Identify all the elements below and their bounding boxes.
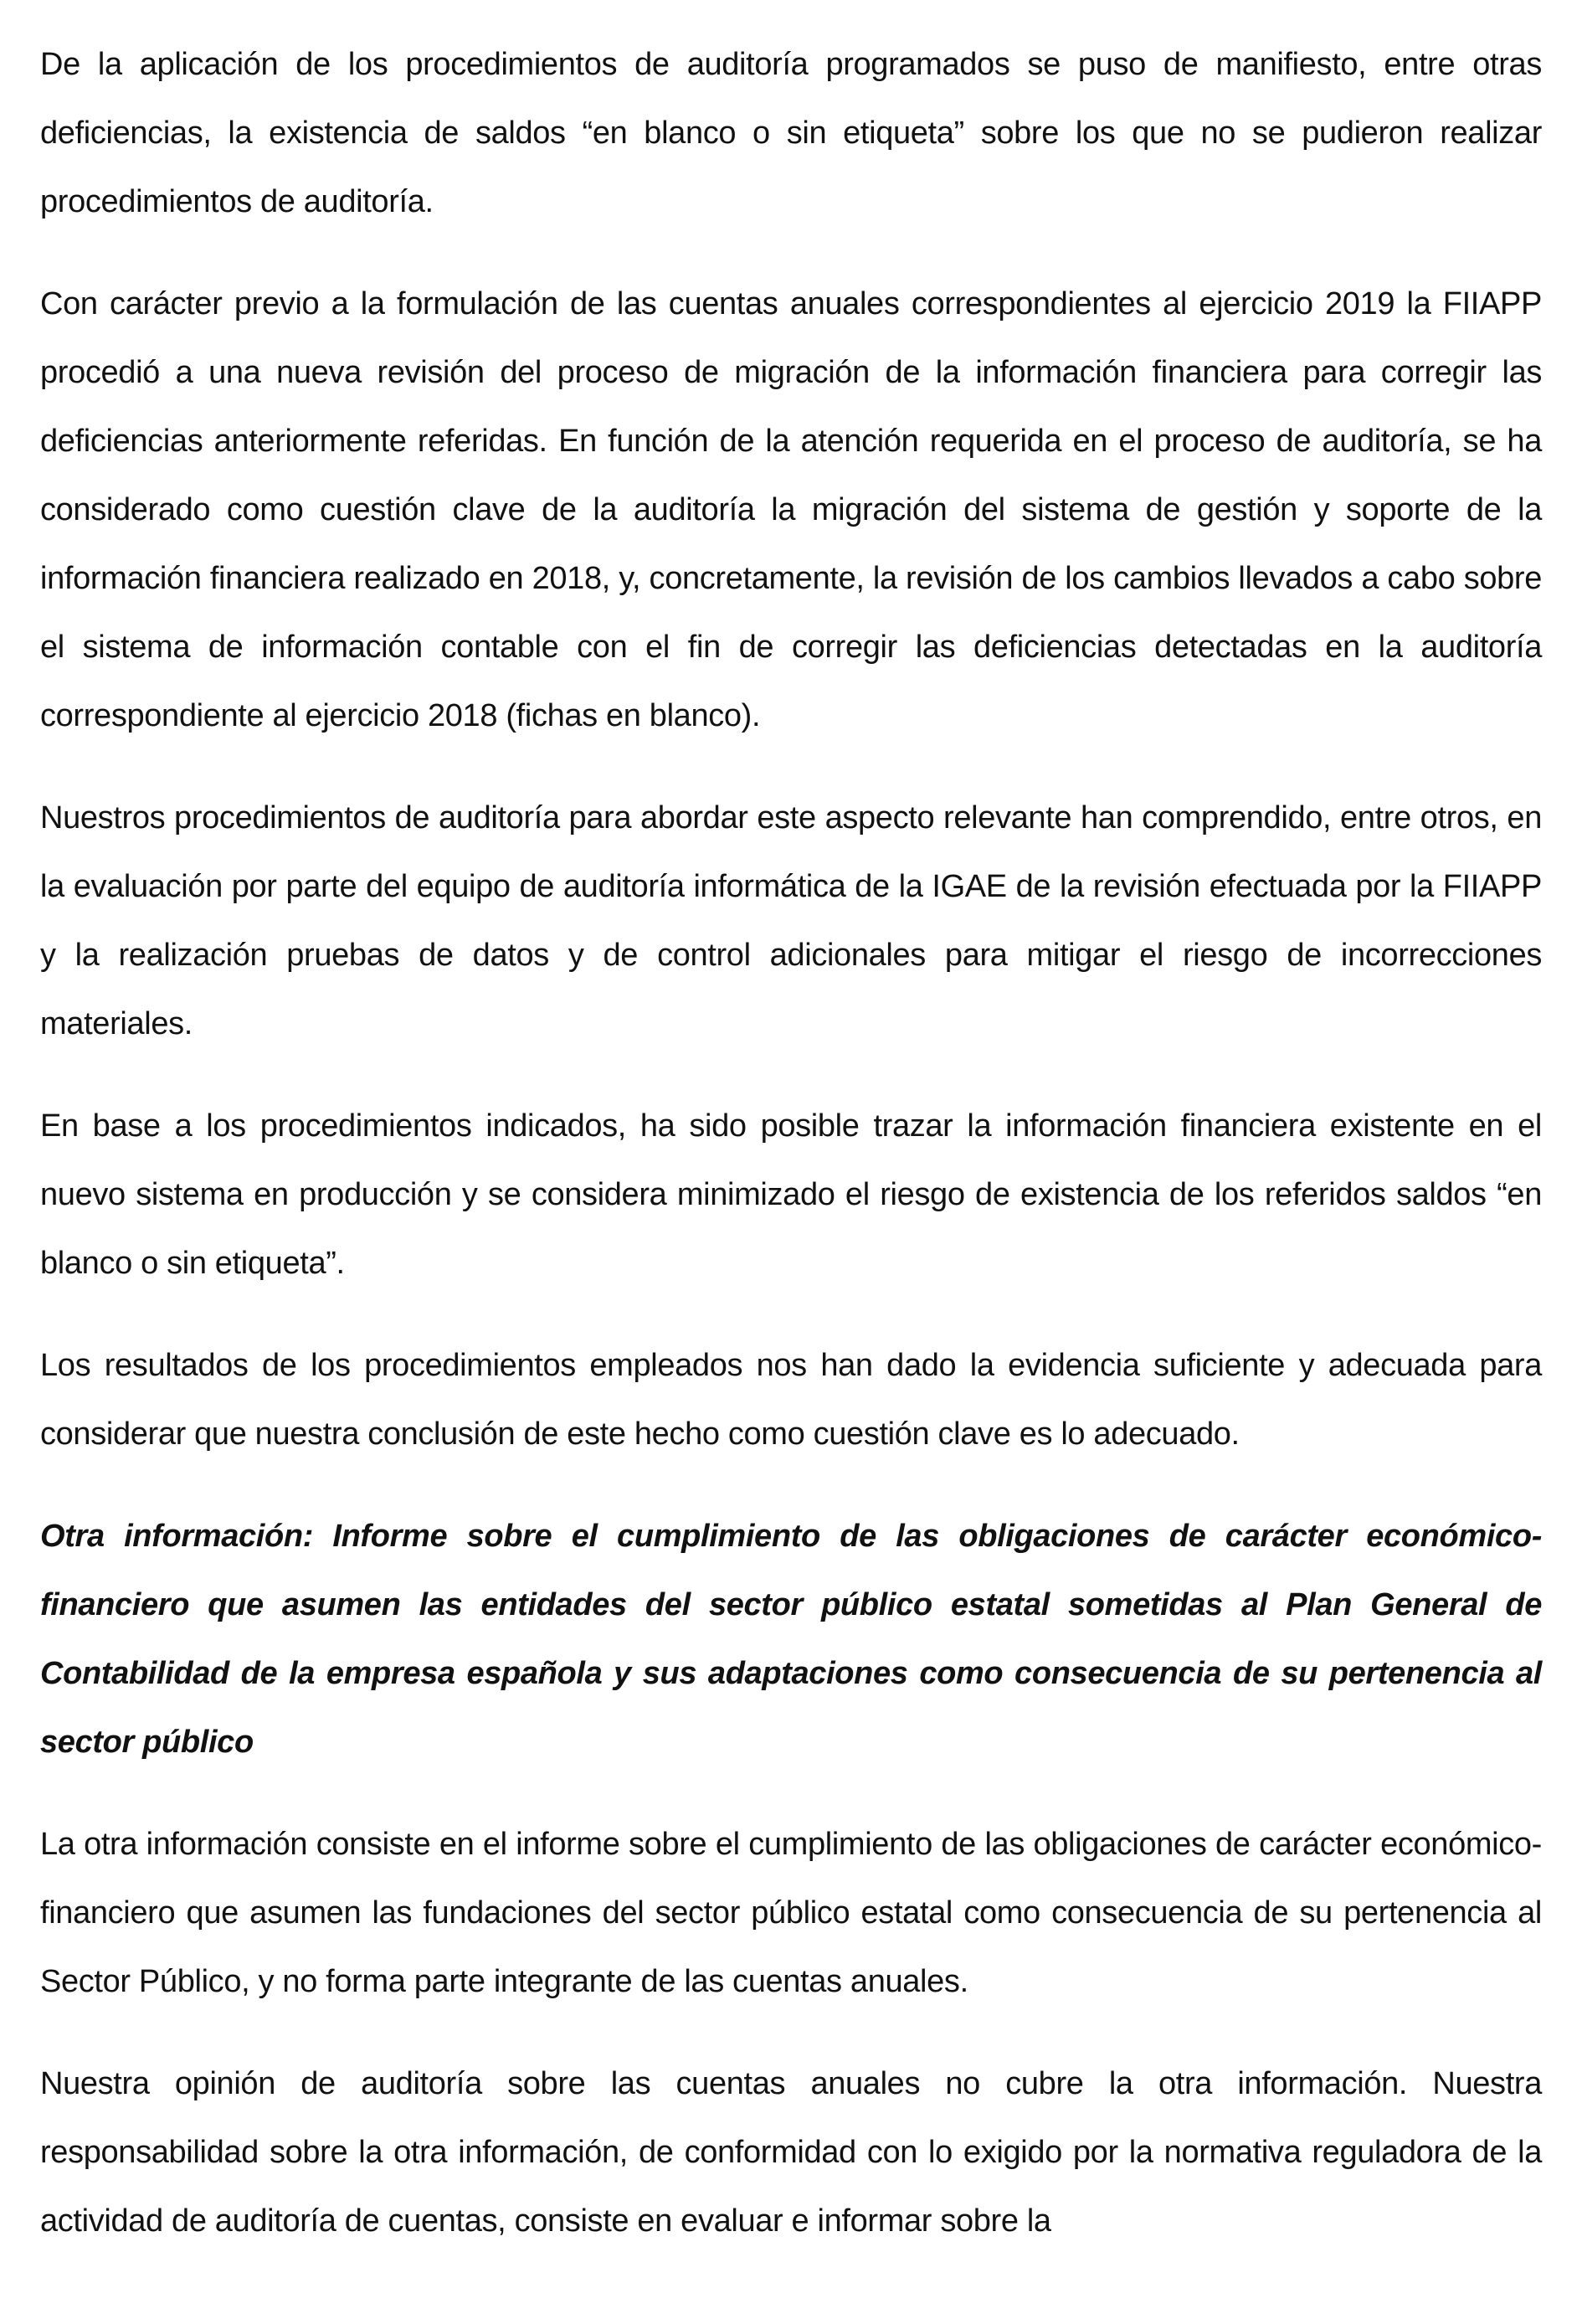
paragraph-migration-review: Con carácter previo a la formulación de las cuentas anuales correspondientes al ejercicio 2019 la FIIAPP procedió a una nueva revisión del proceso de migración de la información financiera para corregir las deficiencias anteriormente referidas. En función de la atención requerida en el proceso de auditoría, se ha considerado como cuestión clave de la auditoría la migración del sistema de gestión y soporte de la información financiera realizado en 2018, y, concretamente, la revisión de los cambios llevados a cabo sobre el sistema de información contable con el fin de corregir las deficiencias detectadas en la auditoría correspondiente al ejercicio 2018 (fichas en blanco). <box>40 286 1542 733</box>
paragraph-conclusion: Los resultados de los procedimientos empleados nos han dado la evidencia suficiente y adecuada para considerar que nuestra conclusión de este hecho como cuestión clave es lo adecuado. <box>40 1348 1542 1452</box>
paragraph-audit-procedures: Nuestros procedimientos de auditoría para abordar este aspecto relevante han comprendido, entre otros, en la evaluación por parte del equipo de auditoría informática de la IGAE de la revisión efectuada por la FIIAPP y la realización pruebas de datos y de control adicionales para mitigar el riesgo de incorrecciones materiales. <box>40 800 1542 1041</box>
paragraph-audit-opinion-scope: Nuestra opinión de auditoría sobre las cuentas anuales no cubre la otra información. Nuestra responsabilidad sobre la otra información, de conformidad con lo exigido por la normativa reguladora de la actividad de auditoría de cuentas, consiste en evaluar e informar sobre la <box>40 2066 1542 2239</box>
section-heading-other-information: Otra información: Informe sobre el cumplimiento de las obligaciones de carácter económico-financiero que asumen las entidades del sector público estatal sometidas al Plan General de Contabilidad de la empresa española y sus adaptaciones como consecuencia de su pertenencia al sector público <box>40 1519 1542 1760</box>
paragraph-risk-minimized: En base a los procedimientos indicados, ha sido posible trazar la información financiera existente en el nuevo sistema en producción y se considera minimizado el riesgo de existencia de los referidos saldos “en blanco o sin etiqueta”. <box>40 1108 1542 1281</box>
paragraph-other-information-definition: La otra información consiste en el informe sobre el cumplimiento de las obligaciones de carácter económico-financiero que asumen las fundaciones del sector público estatal como consecuencia de su pertenencia al Sector Público, y no forma parte integrante de las cuentas anuales. <box>40 1827 1542 1999</box>
paragraph-blank-balances: De la aplicación de los procedimientos de auditoría programados se puso de manifiesto, entre otras deficiencias, la existencia de saldos “en blanco o sin etiqueta” sobre los que no se pudieron realizar procedimientos de auditoría. <box>40 47 1542 219</box>
